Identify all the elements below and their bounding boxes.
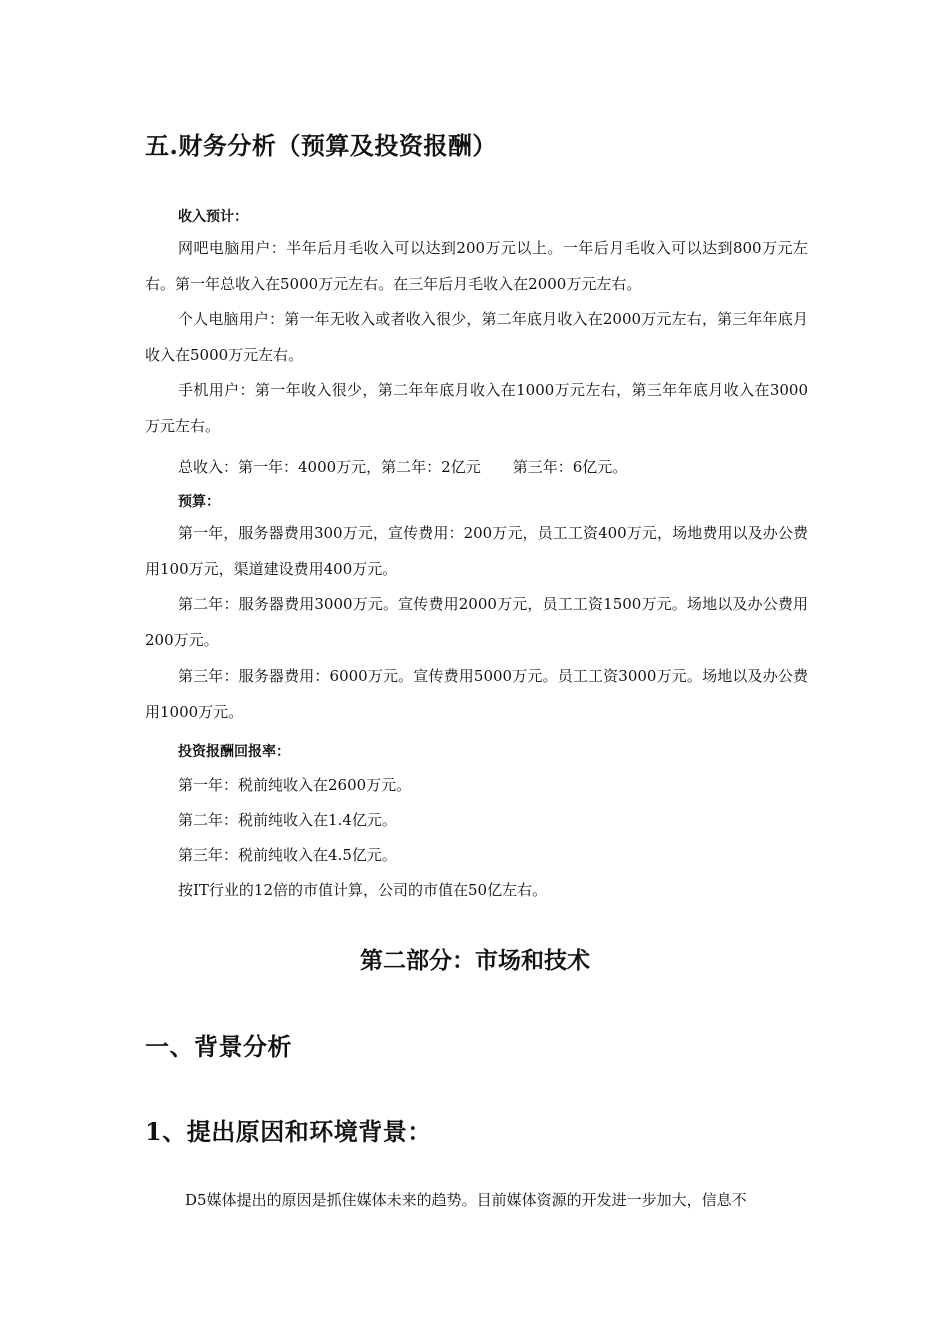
background-analysis-title: 一、背景分析 (145, 1032, 292, 1061)
roi-year-1: 第一年：税前纯收入在2600万元。 (178, 776, 412, 794)
income-mobile: 手机用户：第一年收入很少，第二年年底月收入在1000万元左右，第三年年底月收入在3000万元左右。 (145, 381, 808, 435)
section-5-title: 五.财务分析（预算及投资报酬） (145, 131, 497, 160)
budget-year-3: 第三年：服务器费用：6000万元。宣传费用5000万元。员工工资3000万元。场地以及办公费用1000万元。 (145, 667, 808, 721)
origin-background-title: 1、提出原因和环境背景： (145, 1117, 432, 1146)
budget-year-1: 第一年，服务器费用300万元，宣传费用：200万元，员工工资400万元，场地费用以及办公费用100万元，渠道建设费用400万元。 (145, 524, 808, 578)
part-2-title: 第二部分：市场和技术 (360, 947, 590, 974)
income-total (178, 456, 627, 477)
income-heading: 收入预计： (178, 209, 248, 225)
income-internet-cafe: 网吧电脑用户：半年后月毛收入可以达到200万元以上。一年后月毛收入可以达到800万元左右。第一年总收入在5000万元左右。在三年后月毛收入在2000万元左右。 (145, 239, 808, 293)
income-total-part-a: 总收入：第一年：4000万元，第二年：2亿元 (178, 458, 481, 476)
roi-valuation: 按IT行业的12倍的市值计算，公司的市值在50亿左右。 (178, 881, 548, 899)
budget-year-2: 第二年：服务器费用3000万元。宣传费用2000万元，员工工资1500万元。场地以及办公费用200万元。 (145, 595, 808, 649)
roi-year-3: 第三年：税前纯收入在4.5亿元。 (178, 846, 397, 864)
income-total-part-b: 第三年：6亿元。 (512, 458, 628, 476)
part-2-intro-text: D5媒体提出的原因是抓住媒体未来的趋势。目前媒体资源的开发进一步加大，信息不 (185, 1191, 747, 1209)
roi-heading: 投资报酬回报率： (178, 744, 290, 760)
budget-heading: 预算： (178, 494, 220, 510)
income-personal-pc: 个人电脑用户：第一年无收入或者收入很少，第二年底月收入在2000万元左右，第三年年底月收入在5000万元左右。 (145, 310, 808, 364)
roi-year-2: 第二年：税前纯收入在1.4亿元。 (178, 811, 397, 829)
